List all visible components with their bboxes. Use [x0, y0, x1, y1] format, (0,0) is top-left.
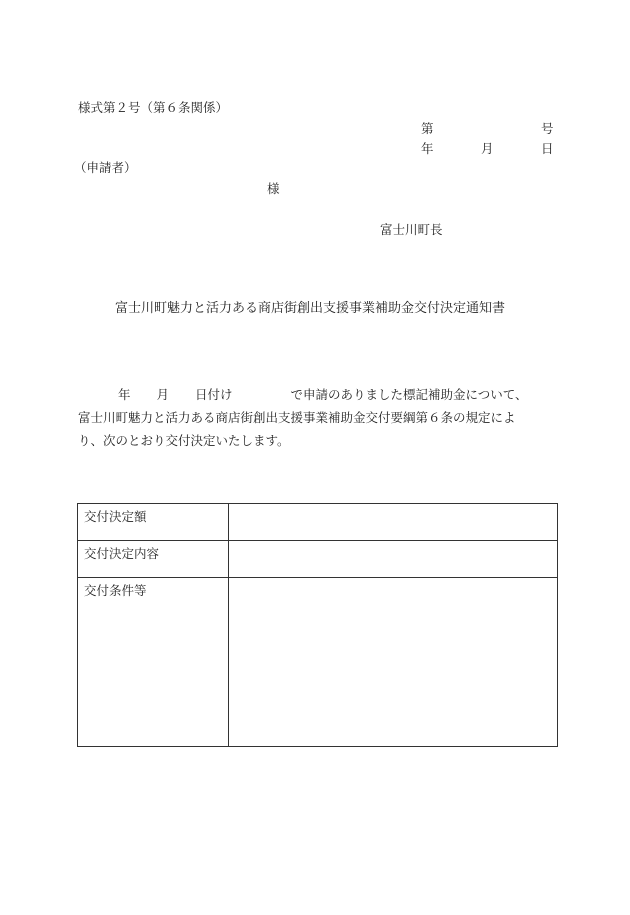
grant-content-value [229, 541, 558, 578]
grant-amount-value [229, 504, 558, 541]
body-text [78, 383, 558, 452]
table-row [78, 541, 558, 578]
body-line-3: り、次のとおり交付決定いたします。 [78, 433, 290, 448]
table-row [78, 504, 558, 541]
body-line-2: 富士川町魅力と活力ある商店街創出支援事業補助金交付要綱第６条の規定によ [78, 410, 516, 425]
decision-table [77, 503, 558, 747]
grant-conditions-label: 交付条件等 [78, 578, 229, 747]
table-row [78, 578, 558, 747]
doc-number-suffix: 号 [541, 121, 554, 136]
body-dated-label: 日付け [195, 387, 233, 402]
document-title: 富士川町魅力と活力ある商店街創出支援事業補助金交付決定通知書 [115, 301, 506, 316]
grant-amount-label: 交付決定額 [78, 504, 229, 541]
issuer-name: 富士川町長 [380, 222, 443, 237]
body-line-1 [78, 383, 558, 406]
grant-conditions-value [229, 578, 558, 747]
date-month-label: 月 [481, 141, 494, 156]
date-year-label: 年 [421, 141, 434, 156]
body-year-label: 年 [118, 387, 131, 402]
form-label: 様式第２号（第６条関係） [78, 100, 229, 115]
date-day-label: 日 [541, 141, 554, 156]
body-month-label: 月 [156, 387, 170, 402]
applicant-label: （申請者） [74, 160, 137, 175]
grant-content-label: 交付決定内容 [78, 541, 229, 578]
body-line-1-rest: で申請のありました標記補助金について、 [290, 387, 528, 402]
doc-number-prefix: 第 [421, 121, 434, 136]
honorific: 様 [267, 181, 280, 196]
